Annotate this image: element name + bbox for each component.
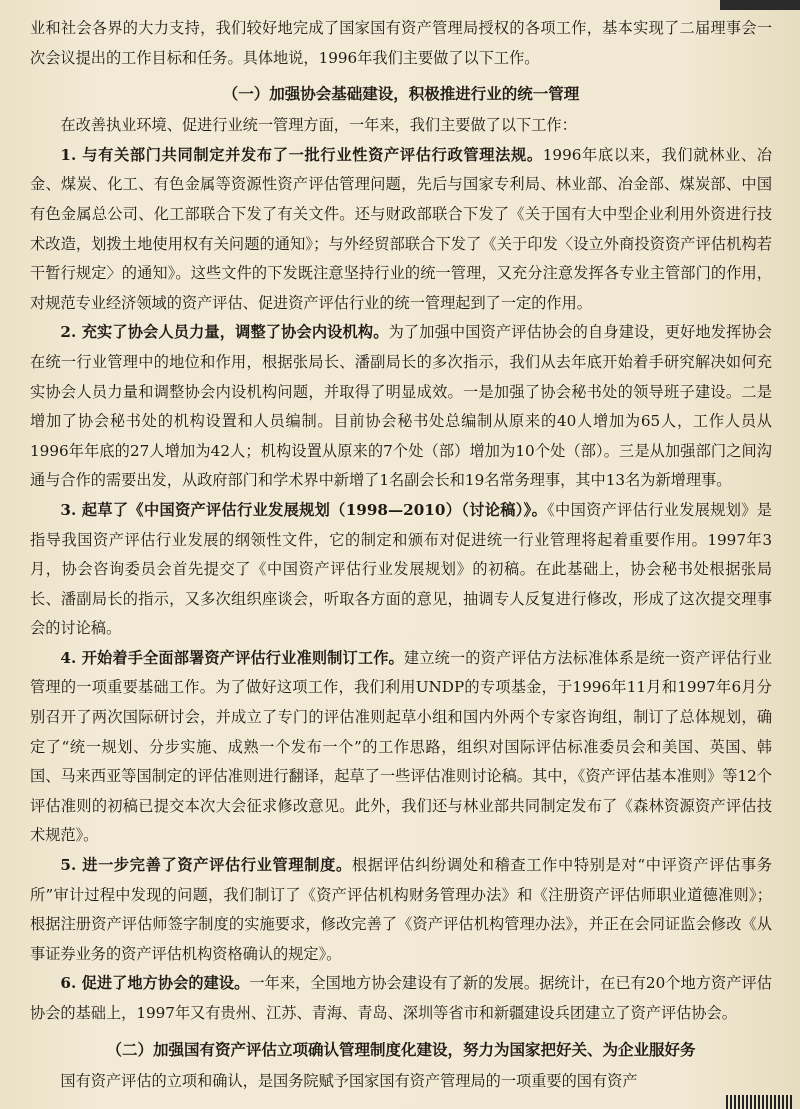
item-5-text: 根据评估纠纷调处和稽查工作中特别是对“中评资产评估事务所”审计过程中发现的问题，我们制订了《资产评估机构财务管理办法》和《注册资产评估师职业道德准则》；根据注册资产评估师签字制度的实施要求，修改完善了《资产评估机构管理办法》，并正在会同证监会修改《从事证券业务的资产评估机构资格确认的规定》。	[30, 856, 772, 963]
section-1-heading: （一）加强协会基础建设，积极推进行业的统一管理	[222, 84, 580, 104]
item-2-lead: 2. 充实了协会人员力量，调整了协会内设机构。	[60, 323, 389, 342]
item-6-lead: 6. 促进了地方协会的建设。	[60, 974, 250, 993]
item-5-paragraph	[30, 851, 772, 969]
opening-paragraph: 业和社会各界的大力支持，我们较好地完成了国家国有资产管理局授权的各项工作，基本实现了二届理事会一次会议提出的工作目标和任务。具体地说，1996年我们主要做了以下工作。	[30, 19, 772, 67]
item-1-paragraph	[30, 141, 772, 319]
item-4-text: 建立统一的资产评估方法标准体系是统一资产评估行业管理的一项重要基础工作。为了做好这项工作，我们利用UNDP的专项基金，于1996年11月和1997年6月分别召开了两次国际研讨会，并成立了专门的评估准则起草小组和国内外两个专家咨询组，制订了总体规划，确定了“统一规划、分步实施、成熟一个发布一个”的工作思路，组织对国际评估标准委员会和美国、英国、韩国、马来西亚等国制定的评估准则进行翻译，起草了一些评估准则讨论稿。其中，《资产评估基本准则》等12个评估准则的初稿已提交本次大会征求修改意见。此外，我们还与林业部共同制定发布了《森林资源资产评估技术规范》。	[30, 648, 772, 845]
section-2-heading: （二）加强国有资产评估立项确认管理制度化建设，努力为国家把好关、为企业服好务	[106, 1039, 696, 1059]
item-2-text: 为了加强中国资产评估协会的自身建设，更好地发挥协会在统一行业管理中的地位和作用，根据张局长、潘副局长的多次指示，我们从去年底开始着手研究解决如何充实协会人员力量和调整协会内设机构问题，并取得了明显成效。一是加强了协会秘书处的领导班子建设。二是增加了协会秘书处的机构设置和人员编制。目前协会秘书处总编制从原来的40人增加为65人，工作人员从1996年年底的27人增加为42人；机构设置从原来的7个处（部）增加为10个处（部）。三是从加强部门之间沟通与合作的需要出发，从政府部门和学术界中新增了1名副会长和19名常务理事，其中13名为新增理事。	[30, 323, 772, 490]
item-3-text: 《中国资产评估行业发展规划》是指导我国资产评估行业发展的纲领性文件，它的制定和颁布对促进统一行业管理将起着重要作用。1997年3月，协会咨询委员会首先提交了《中国资产评估行业发展规划》的初稿。在此基础上，协会秘书处根据张局长、潘副局长的指示，又多次组织座谈会，听取各方面的意见，抽调专人反复进行修改，形成了这次提交理事会的讨论稿。	[30, 500, 772, 638]
item-3-paragraph	[30, 496, 772, 644]
item-2-paragraph	[30, 318, 772, 496]
item-6-text: 一年来，全国地方协会建设有了新的发展。据统计，在已有20个地方资产评估协会的基础上，1997年又有贵州、江苏、青海、青岛、深圳等省市和新疆建设兵团建立了资产评估协会。	[30, 974, 772, 1022]
section-1-intro: 在改善执业环境、促进行业统一管理方面，一年来，我们主要做了以下工作：	[60, 116, 577, 135]
item-4-lead: 4. 开始着手全面部署资产评估行业准则制订工作。	[60, 648, 404, 667]
item-4-paragraph	[30, 644, 772, 851]
barcode-strip	[726, 1095, 794, 1109]
item-6-paragraph	[30, 969, 772, 1028]
top-edge-band	[720, 0, 800, 10]
section-2-intro: 国有资产评估的立项和确认，是国务院赋予国家国有资产管理局的一项重要的国有资产	[60, 1071, 638, 1090]
item-1-text: 1996年底以来，我们就林业、冶金、煤炭、化工、有色金属等资源性资产评估管理问题，先后与国家专利局、林业部、冶金部、煤炭部、中国有色金属总公司、化工部联合下发了有关文件。还与财政部联合下发了《关于国有大中型企业利用外资进行技术改造，划拨土地使用权有关问题的通知》；与外经贸部联合下发了《关于印发〈设立外商投资资产评估机构若干暂行规定〉的通知》。这些文件的下发既注意坚持行业的统一管理，又充分注意发挥各专业主管部门的作用，对规范专业经济领域的资产评估、促进资产评估行业的统一管理起到了一定的作用。	[30, 145, 772, 312]
item-5-lead: 5. 进一步完善了资产评估行业管理制度。	[60, 856, 352, 875]
item-1-lead: 1. 与有关部门共同制定并发布了一批行业性资产评估行政管理法规。	[60, 145, 543, 164]
item-3-lead: 3. 起草了《中国资产评估行业发展规划（1998—2010）（讨论稿）》。	[60, 500, 548, 519]
